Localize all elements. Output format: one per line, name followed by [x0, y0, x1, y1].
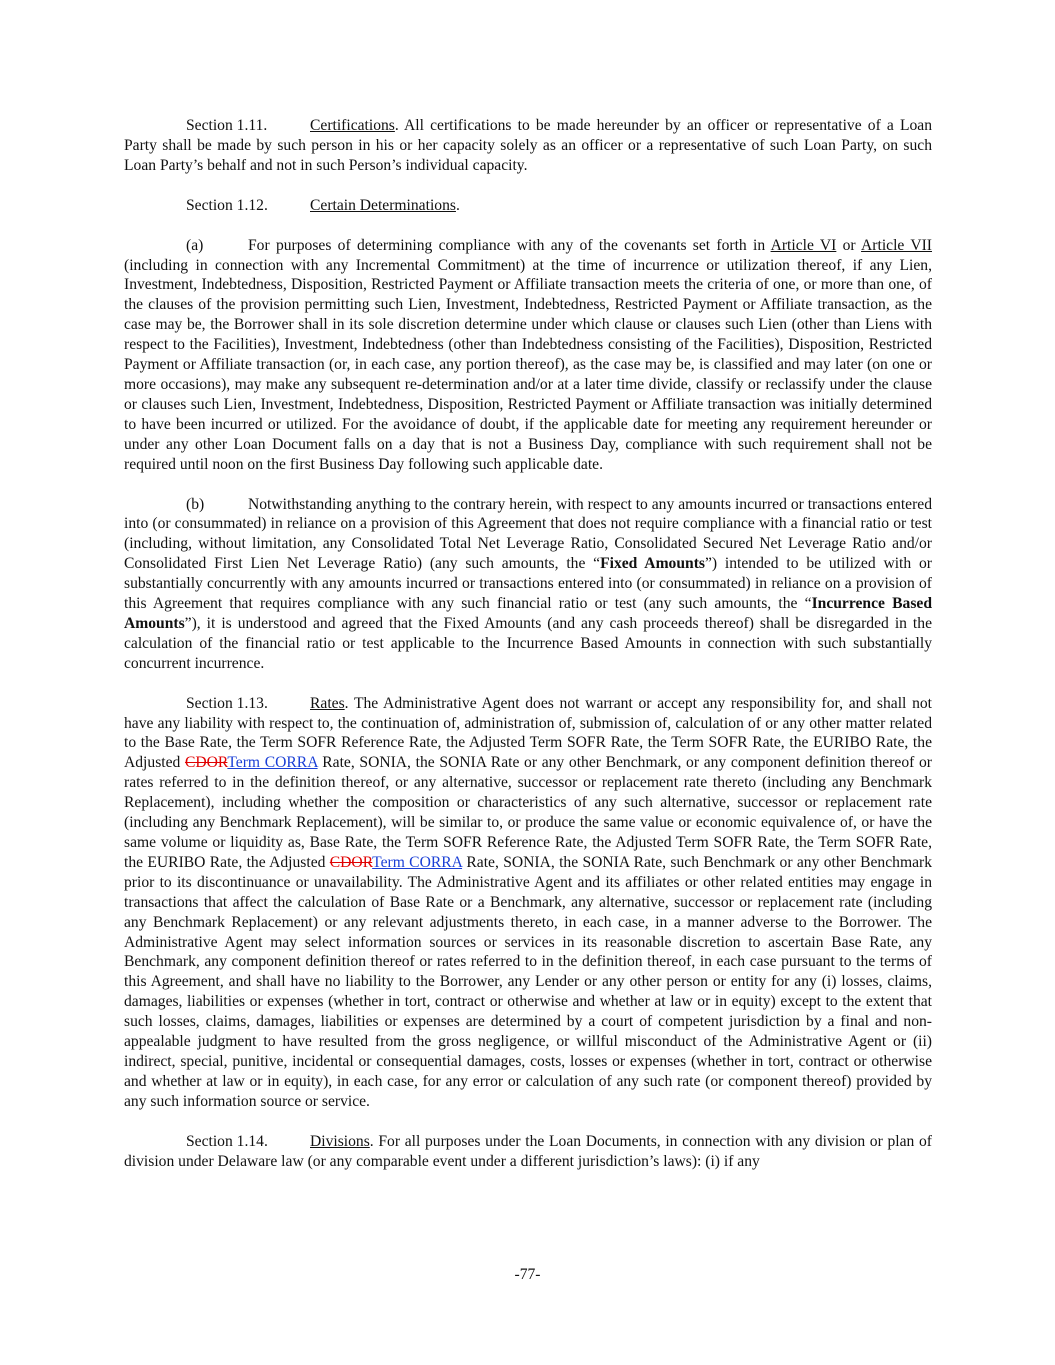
- section-title: Certifications: [310, 117, 395, 134]
- deleted-text: CDOR: [329, 853, 373, 871]
- section-1-14: Section 1.14. Divisions. For all purposes under the Loan Documents, in connection with any division or plan of division under Delaware law (or any comparable event under a different jurisdiction’s laws): (i) if any: [124, 1132, 932, 1170]
- defined-term: Incurrence Based Amounts: [124, 595, 932, 632]
- defined-term: Fixed Amounts: [600, 555, 705, 573]
- section-title: Rates: [310, 694, 345, 712]
- inserted-text: Term CORRA: [372, 853, 463, 871]
- section-label: Section 1.11.: [186, 117, 268, 134]
- deleted-text: CDOR: [184, 754, 228, 772]
- section-1-12-a: (a) For purposes of determining compliance with any of the covenants set forth in Article VI or Article VII (including in connection with any Incremental Commitment) at the time of incurrence or utilization thereof, if any Lien, Investment, Indebtedness, Disposition, Restricted Payment or Affiliate transaction meets the criteria of one, or more than one, of the clauses of the provision permitting such Lien, Investment, Indebtedness, Restricted Payment or Affiliate transaction, as the case may be, the Borrower shall in its sole discretion determine under which clause or clauses such Lien (other than Liens with respect to the Facilities), Investment, Indebtedness (other than Indebtedness consisting of the Facilities), Disposition, Restricted Payment or Affiliate transaction (or, in each case, any portion thereof), as the case may be, is classified and may later (on one or more occasions), may make any subsequent re-determination and/or at a later time divide, classify or reclassify under the clause or clauses such Lien, Investment, Indebtedness, Disposition, Restricted Payment or Affiliate transaction was initially determined to have been incurred or utilized. For the avoidance of doubt, if the applicable date for meeting any requirement hereunder or under any other Loan Document falls on a day that is not a Business Day, compliance with such requirement shall not be required until noon on the first Business Day following such applicable date.: [124, 236, 932, 473]
- article-reference-link: Article VII: [861, 236, 932, 254]
- section-label: Section 1.14.: [186, 1132, 268, 1150]
- clause-number: (a): [186, 236, 204, 254]
- clause-number: (b): [186, 495, 205, 513]
- inserted-text: Term CORRA: [227, 754, 318, 772]
- section-text: . All certifications to be made hereunder by an officer or representative of a Loan Party shall be made by such person in his or her capacity solely as an officer or a representative of such Loan Party, on such Loan Party’s behalf and not in such Person’s individual capacity.: [124, 117, 932, 174]
- section-1-12-heading: Section 1.12. Certain Determinations.: [186, 196, 460, 214]
- document-page: [124, 116, 932, 1172]
- section-1-11: [124, 116, 932, 176]
- section-1-13: Section 1.13. Rates. The Administrative Agent does not warrant or accept any responsibility for, and shall not have any liability with respect to, the continuation of, administration of, submission of, calculation of or any other matter related to the Base Rate, the Term SOFR Reference Rate, the Adjusted Term SOFR Rate, the Term SOFR Rate, the EURIBO Rate, the Adjusted CDORTerm CORRA Rate, SONIA, the SONIA Rate or any other Benchmark, or any component definition thereof or rates referred to in the definition thereof, or any alternative, successor or replacement rate thereto (including any Benchmark Replacement), including whether the composition or characteristics of any such alternative, successor or replacement rate (including any Benchmark Replacement), will be similar to, or produce the same value or economic equivalence of, or have the same volume or liquidity as, Base Rate, the Term SOFR Reference Rate, the Adjusted Term SOFR Rate, the Term SOFR Rate, the EURIBO Rate, the Adjusted CDORTerm CORRA Rate, SONIA, the SONIA Rate, such Benchmark or any other Benchmark prior to its discontinuance or unavailability. The Administrative Agent and its affiliates or other related entities may engage in transactions that affect the calculation of Base Rate or a Benchmark, any alternative, successor or replacement rate (including any Benchmark Replacement) or any relevant adjustments thereto, in each case, in a manner adverse to the Borrower. The Administrative Agent may select information sources or services in its reasonable discretion to ascertain Base Rate, any Benchmark, any component definition thereof or rates referred to in the definition thereof, in each case pursuant to the terms of this Agreement, and shall have no liability to the Borrower, any Lender or any other person or entity for any (i) losses, claims, damages, liabilities or expenses (whether in tort, contract or otherwise and whether at law or in equity) except to the extent that such losses, claims, damages, liabilities or expenses are determined by a court of competent jurisdiction by a final and non-appealable judgment to have resulted from the gross negligence, or willful misconduct of the Administrative Agent or (ii) indirect, special, punitive, incidental or consequential damages, costs, losses or expenses (whether in tort, contract or otherwise and whether at law or in equity), in each case, for any error or calculation of any such rate (or component thereof) provided by any such information source or service.: [124, 694, 932, 1110]
- section-title: Divisions: [310, 1132, 370, 1150]
- article-reference-link: Article VI: [770, 236, 837, 254]
- section-label: Section 1.13.: [186, 694, 268, 712]
- section-label: Section 1.12.: [186, 196, 268, 214]
- section-title: Certain Determinations: [310, 196, 456, 214]
- section-1-12-b: (b) Notwithstanding anything to the contrary herein, with respect to any amounts incurred or transactions entered into (or consummated) in reliance on a provision of this Agreement that does not require compliance with a financial ratio or test (including, without limitation, any Consolidated Total Net Leverage Ratio, Consolidated Secured Net Leverage Ratio and/or Consolidated First Lien Net Leverage Ratio) (any such amounts, the “Fixed Amounts”) intended to be utilized with or substantially concurrently with any amounts incurred or transactions entered into (or consummated) in reliance on a provision of this Agreement that requires compliance with any such financial ratio or test (any such amounts, the “Incurrence Based Amounts”), it is understood and agreed that the Fixed Amounts (and any cash proceeds thereof) shall be disregarded in the calculation of the financial ratio or test applicable to the Incurrence Based Amounts in connection with such substantially concurrent incurrence.: [124, 495, 932, 672]
- page-number: -77-: [514, 1266, 541, 1283]
